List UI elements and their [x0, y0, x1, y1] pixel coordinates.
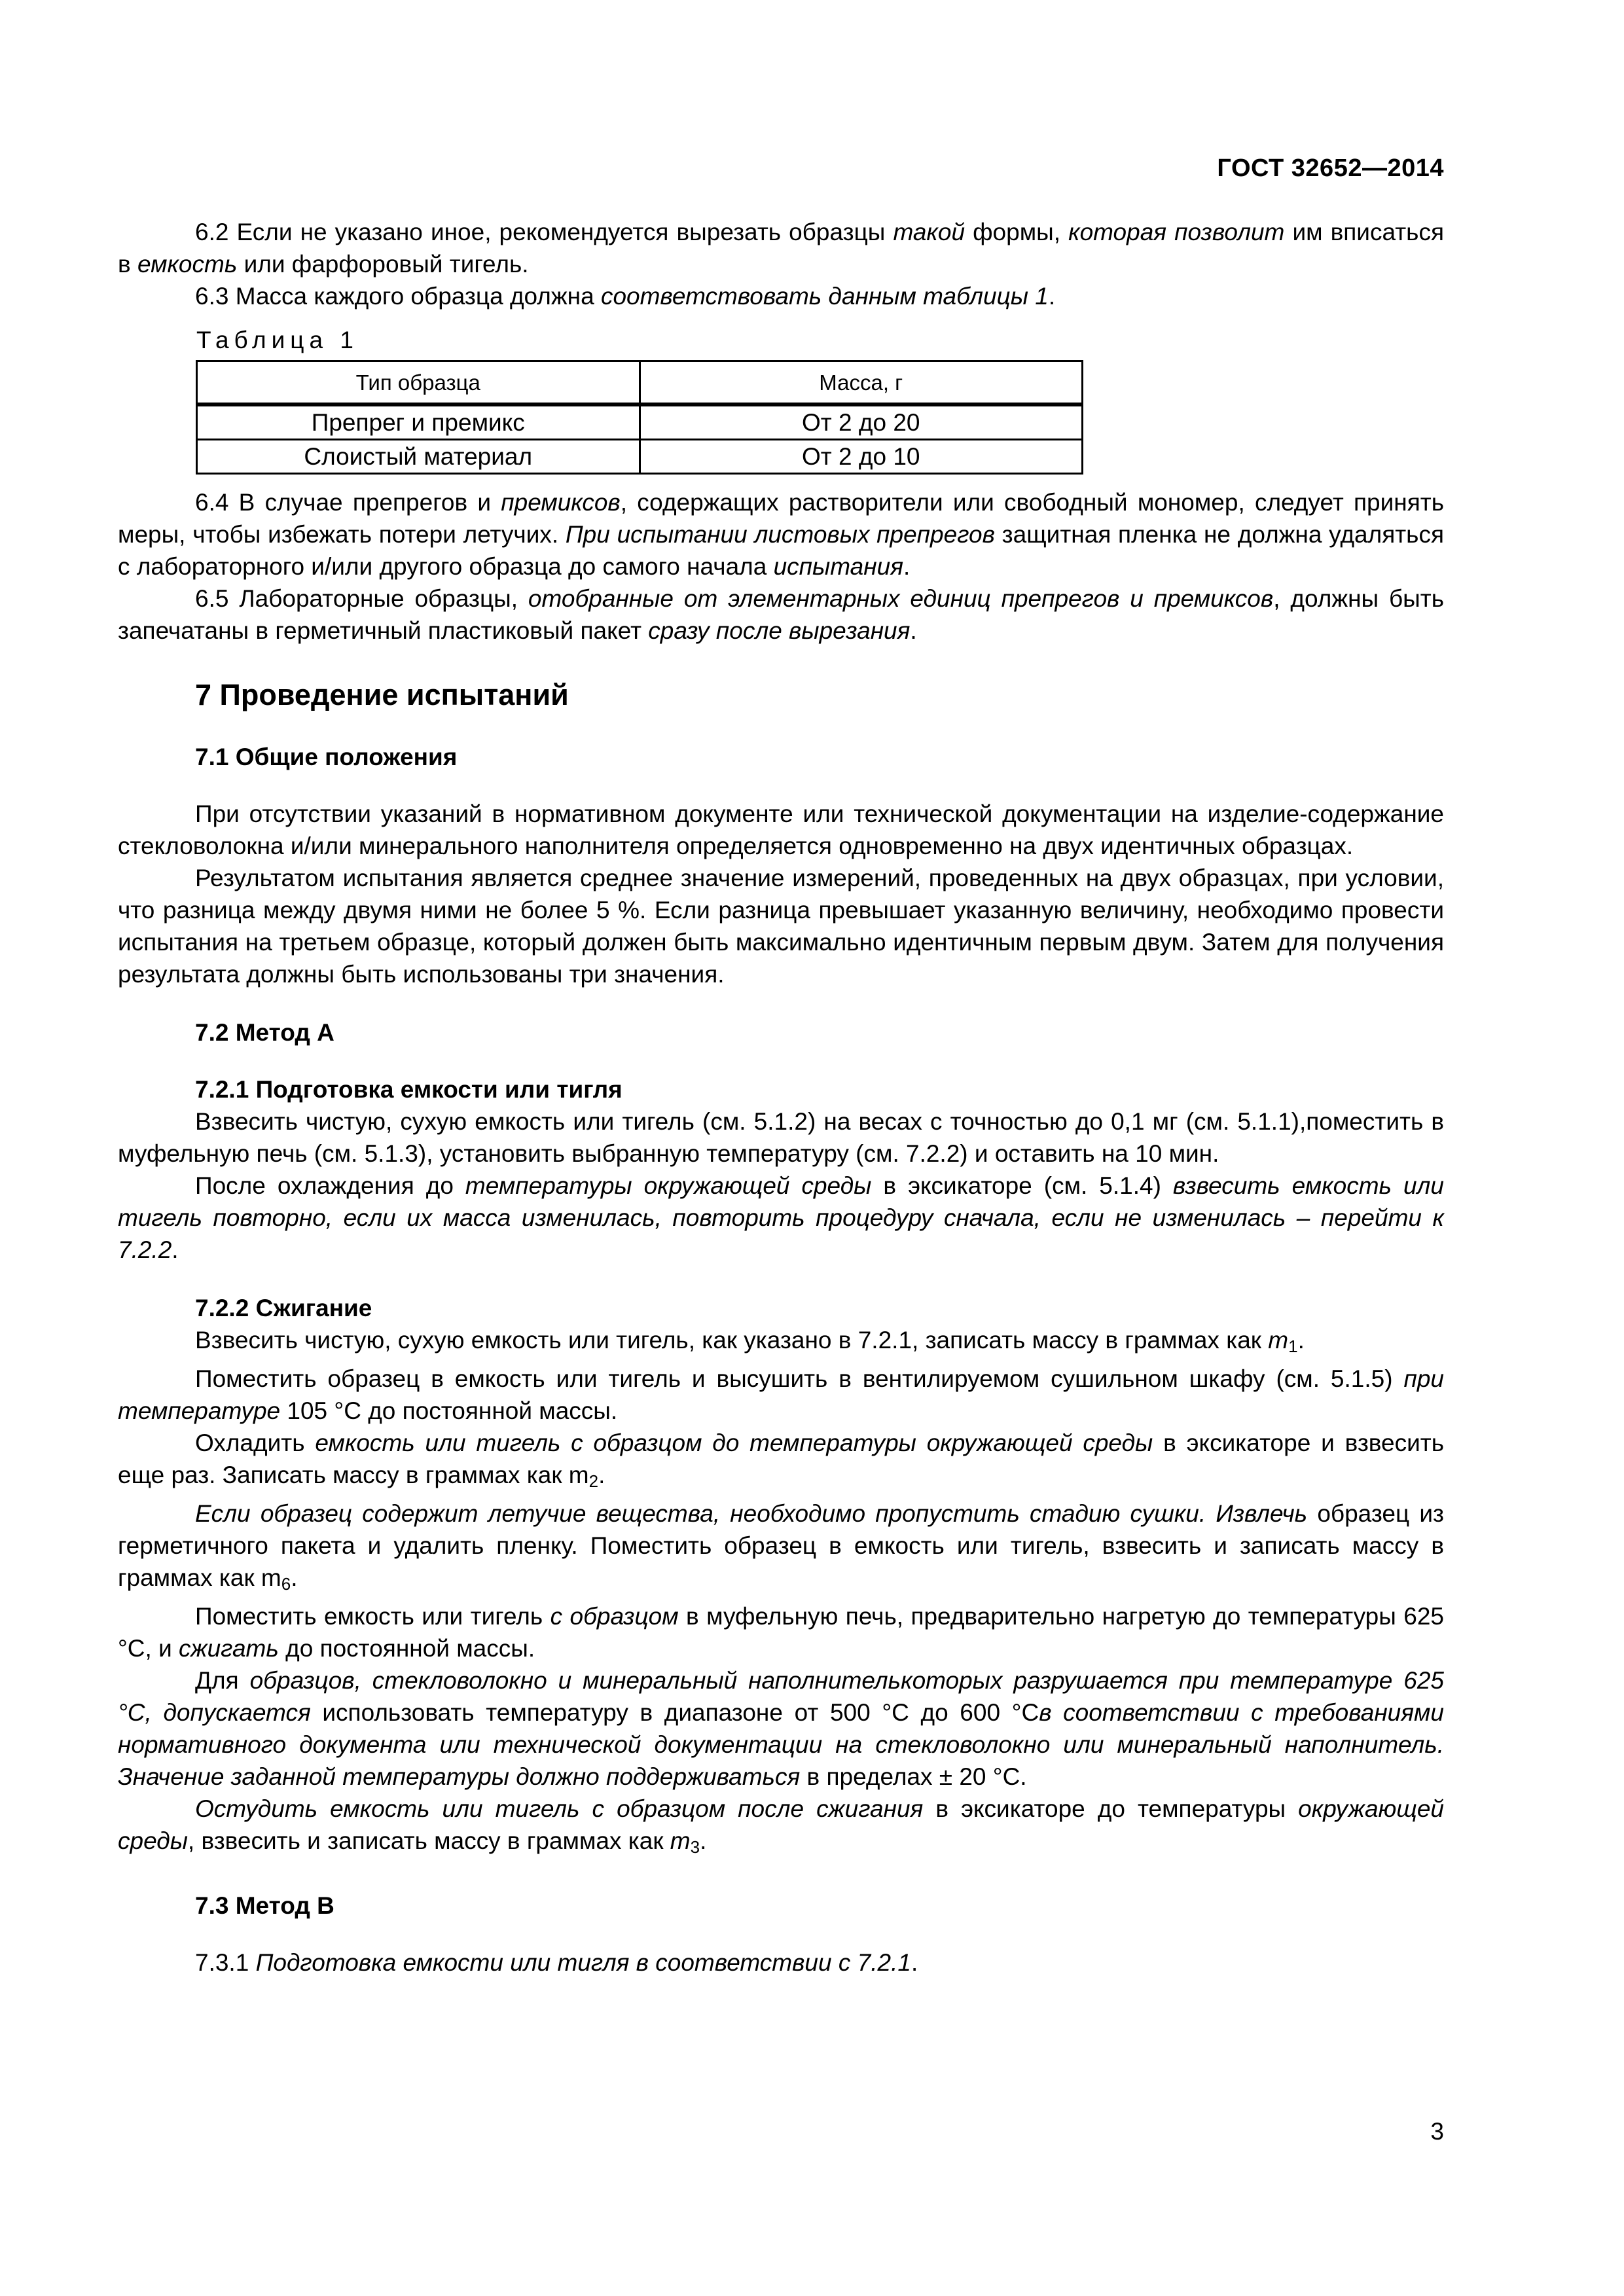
text: 6.3 Масса каждого образца должна — [195, 283, 601, 310]
section-7-heading: 7 Проведение испытаний — [195, 678, 569, 711]
text: или фарфоровый тигель. — [237, 251, 529, 278]
text: в эксикаторе до температуры — [923, 1795, 1299, 1822]
text: . — [903, 553, 911, 580]
text: 105 °С до постоянной массы. — [280, 1397, 618, 1424]
text: Поместить образец в емкость или тигель и высушить в вентилируемом сушильном шкафу (см. 5.1.5) — [195, 1365, 1404, 1392]
italic-text: образцов, стекловолокно и минеральный наполнителькоторых разрушается при температуре 625 °С, допускается — [118, 1667, 1444, 1726]
text: 6.5 Лабораторные образцы, — [195, 585, 528, 612]
subscript: 6 — [281, 1574, 291, 1594]
italic-text: испытания — [773, 553, 903, 580]
italic-text: емкость — [137, 251, 238, 278]
text: . — [911, 1949, 918, 1976]
text: в эксикаторе (см. 5.1.4) — [871, 1172, 1173, 1199]
table-header-row — [197, 361, 1083, 405]
text: 7.3.1 — [195, 1949, 256, 1976]
table-cell: От 2 до 20 — [640, 404, 1083, 440]
section-7-2-heading: 7.2 Метод А — [195, 1019, 334, 1046]
table-cell: Препрег и премикс — [197, 404, 640, 440]
text: образец из герметичного пакета и удалить пленку. Поместить образец в емкость или тигель, взвесить и записать массу в граммах как m — [118, 1500, 1444, 1591]
table-caption: Таблица 1 — [196, 327, 359, 353]
subscript: 1 — [1288, 1336, 1298, 1356]
paragraph-7-2-1-2 — [118, 1170, 1444, 1266]
text: 6.4 В случае препрегов и — [195, 489, 501, 516]
italic-text: Если образец содержит летучие вещества, необходимо пропустить стадию сушки. Извлечь — [195, 1500, 1308, 1527]
table-header-cell: Масса, г — [640, 361, 1083, 405]
table-cell: Слоистый материал — [197, 440, 640, 474]
table-header-cell: Тип образца — [197, 361, 640, 405]
section-7-1-heading: 7.1 Общие положения — [195, 744, 458, 770]
text: защитная пленка не должна удаляться с лабораторного и/или другого образца до самого начала — [118, 521, 1444, 580]
paragraph-7-1-2: Результатом испытания является среднее значение измерений, проведенных на двух образцах, при условии, что разница между двумя ними не более 5 %. Если разница превышает указанную величину, необходимо провести испытания на третьем образце, который должен быть максимально идентичным первым двум. Затем для получения результата должны быть использованы три значения. — [118, 865, 1444, 988]
italic-text: емкость или тигель с образцом до температуры окружающей среды — [315, 1429, 1153, 1456]
text: . — [910, 617, 917, 644]
text: . — [171, 1236, 179, 1263]
document-body — [118, 216, 1444, 1979]
italic-text: с образцом — [550, 1603, 679, 1630]
paragraph-7-2-2-1 — [118, 1324, 1444, 1363]
text: . — [700, 1827, 707, 1854]
paragraph-6-3 — [118, 280, 1444, 312]
table-row — [197, 404, 1083, 440]
doc-code-header: ГОСТ 32652—2014 — [1217, 154, 1444, 182]
paragraph-7-2-2-3 — [118, 1427, 1444, 1498]
italic-text: Подготовка емкости или тигля в соответствии с 7.2.1 — [255, 1949, 911, 1976]
paragraph-7-2-2-4 — [118, 1498, 1444, 1600]
text: , взвесить и записать массу в граммах как — [187, 1827, 670, 1854]
italic-text: премиксов — [501, 489, 621, 516]
text: до постоянной массы. — [278, 1635, 535, 1662]
table-row — [197, 440, 1083, 474]
italic-text: При испытании листовых препрегов — [565, 521, 995, 548]
text: . — [1297, 1327, 1305, 1354]
math-symbol: m — [670, 1827, 691, 1854]
text: формы, — [965, 219, 1069, 245]
paragraph-7-3-1 — [118, 1946, 1444, 1979]
table-1 — [196, 360, 1083, 475]
text: , должны быть запечатаны в герметичный пластиковый пакет — [118, 585, 1444, 644]
subscript: 2 — [588, 1471, 599, 1491]
italic-text: температуры окружающей среды — [465, 1172, 872, 1199]
paragraph-7-2-1-1: Взвесить чистую, сухую емкость или тигель (см. 5.1.2) на весах с точностью до 0,1 мг (см. 5.1.1),поместить в муфельную печь (см. 5.1.3), установить выбранную температуру (см. 7.2.2) и оставить на 10 мин. — [118, 1108, 1444, 1167]
section-7-2-2-heading: 7.2.2 Сжигание — [195, 1295, 372, 1321]
page-number: 3 — [1430, 2118, 1444, 2145]
italic-text: сразу после вырезания — [648, 617, 911, 644]
text: Поместить емкость или тигель — [195, 1603, 550, 1630]
italic-text: отобранные от элементарных единиц препрегов и премиксов — [528, 585, 1274, 612]
paragraph-7-2-2-7 — [118, 1793, 1444, 1863]
text: Взвесить чистую, сухую емкость или тигель, как указано в 7.2.1, записать массу в граммах как — [195, 1327, 1269, 1354]
text: , содержащих растворители или свободный мономер, следует принять меры, чтобы избежать потери летучих. — [118, 489, 1444, 548]
text: После охлаждения до — [195, 1172, 465, 1199]
table-cell: От 2 до 10 — [640, 440, 1083, 474]
italic-text: которая позволит — [1068, 219, 1285, 245]
italic-text: сжигать — [179, 1635, 279, 1662]
text: в пределах ± 20 °С. — [800, 1763, 1027, 1790]
italic-text: взвесить емкость или тигель повторно, если их масса изменилась, повторить процедуру сначала, если не изменилась – перейти к 7.2.2 — [118, 1172, 1445, 1263]
subscript: 3 — [690, 1837, 700, 1857]
text: им вписаться в — [118, 219, 1444, 278]
text: Для — [195, 1667, 250, 1694]
text: . — [598, 1462, 605, 1488]
italic-text: такой — [893, 219, 965, 245]
section-7-3-heading: 7.3 Метод В — [195, 1892, 334, 1919]
italic-text: соответствовать данным таблицы 1 — [600, 283, 1049, 310]
paragraph-6-4 — [118, 486, 1444, 583]
italic-text: при температуре — [118, 1365, 1444, 1424]
text: . — [291, 1564, 298, 1591]
text: 6.2 Если не указано иное, рекомендуется вырезать образцы — [195, 219, 893, 245]
section-7-2-1-heading: 7.2.1 Подготовка емкости или тигля — [195, 1076, 623, 1103]
italic-text: в соответствии с требованиями нормативного документа или технической документации на стекловолокно или минеральный наполнитель. Значение заданной температуры должно поддерживаться — [118, 1699, 1444, 1790]
text: Охладить — [195, 1429, 316, 1456]
text: в эксикаторе и взвесить еще раз. Записать массу в граммах как m — [118, 1429, 1445, 1488]
paragraph-6-5 — [118, 583, 1444, 647]
italic-text: Остудить емкость или тигель с образцом после сжигания — [195, 1795, 924, 1822]
text: в муфельную печь, предварительно нагретую до температуры 625 °С, и — [118, 1603, 1445, 1662]
math-symbol: m — [1268, 1327, 1289, 1354]
text: . — [1048, 283, 1056, 310]
paragraph-7-2-2-2 — [118, 1363, 1444, 1427]
paragraph-7-1-1: При отсутствии указаний в нормативном документе или технической документации на изделие-содержание стекловолокна и/или минерального наполнителя определяется одновременно на двух идентичных образцах. — [118, 800, 1444, 859]
text: использовать температуру в диапазоне от 500 °С до 600 °С — [310, 1699, 1039, 1726]
paragraph-6-2 — [118, 216, 1444, 280]
paragraph-7-2-2-5 — [118, 1600, 1444, 1664]
paragraph-7-2-2-6 — [118, 1664, 1444, 1793]
italic-text: окружающей среды — [118, 1795, 1444, 1854]
